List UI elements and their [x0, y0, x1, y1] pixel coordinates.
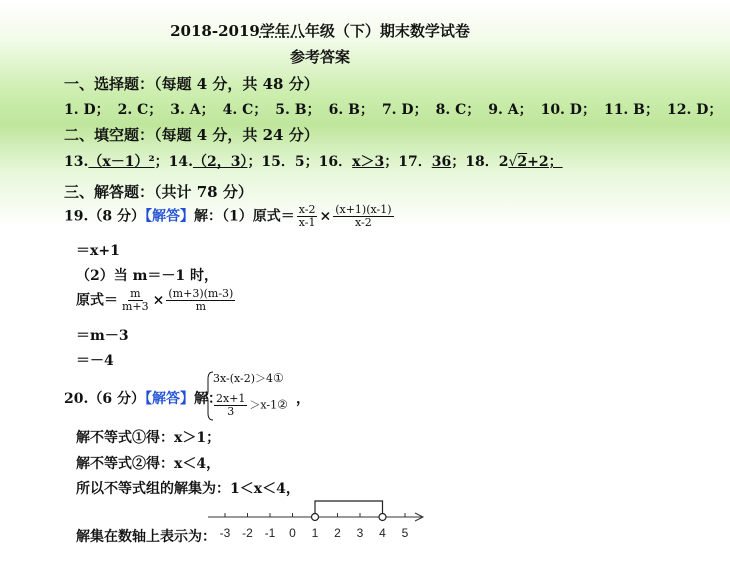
- document-title: 2018-2019学年八年级（下）期末数学试卷: [170, 22, 470, 40]
- section-1-header: 一、选择题：（每题 4 分，共 48 分）: [64, 75, 319, 93]
- q19-step3: 原式＝ $\frac{m}{m+3}$ × $\frac{(m+3)(m-3)}{m}$: [76, 287, 234, 313]
- choice-answer: 2. C；: [117, 102, 163, 118]
- q19-fraction-4: $\frac{(m+3)(m-3)}{m}$: [168, 287, 234, 313]
- choice-answer: 5. B；: [275, 102, 321, 118]
- fill-answers-row: 13.（x－1）²；14.（2，3）；15．5；16．x＞3；17．36；18．2√2+2；: [64, 154, 563, 170]
- section-3-header: 三、解答题：（共计 78 分）: [64, 183, 253, 201]
- choice-answers-row: [64, 99, 730, 119]
- q19-fraction-3: $\frac{m}{m+3}$: [122, 287, 149, 313]
- choice-answer: 10. D；: [540, 102, 596, 118]
- q19-line: 19.（8 分）【解答】解：（1）原式＝ $\frac{x-2}{x-1}$ × $\frac{(x+1)(x-1)}{x-2}$: [64, 203, 392, 229]
- solution-bracket: [315, 501, 383, 513]
- choice-answer: 3. A；: [170, 102, 215, 118]
- q20-tag: 【解答】: [144, 391, 194, 407]
- answer-14: （2，3）: [192, 154, 248, 170]
- section-2-header: 二、填空题：（每题 4 分，共 24 分）: [64, 126, 319, 144]
- document-subtitle: 参考答案: [289, 48, 350, 66]
- choice-answer: 9. A；: [488, 102, 533, 118]
- tick-label: -1: [264, 526, 276, 540]
- q20-result-1: 解不等式①得：x＞1；: [76, 430, 221, 446]
- choice-answer: 8. C；: [435, 102, 481, 118]
- tick-label: 3: [356, 526, 364, 540]
- answer-17: 36: [431, 154, 452, 170]
- choice-answer: 7. D；: [381, 102, 428, 118]
- q20-result-3: 所以不等式组的解集为：1＜x＜4，: [76, 481, 300, 497]
- tick-label: 5: [401, 526, 409, 540]
- inequality-2-fraction: $\frac{2x+1}{3}$: [216, 392, 246, 418]
- q19-step4: ＝m－3: [76, 328, 129, 344]
- number-line: [200, 495, 430, 545]
- q20-result-4: 解集在数轴上表示为：: [76, 529, 216, 545]
- choice-answer: 6. B；: [328, 102, 374, 118]
- choice-answer: 1. D；: [64, 102, 110, 118]
- q19-step2: （2）当 m＝－1 时，: [76, 268, 219, 284]
- tick-label: 2: [334, 526, 341, 540]
- q19-step1: ＝x+1: [76, 243, 120, 259]
- tick-label: 1: [311, 526, 319, 540]
- answer-13: （x－1）²: [88, 154, 155, 170]
- q19-fraction-2: $\frac{(x+1)(x-1)}{x-2}$: [335, 203, 392, 229]
- inequality-1: 3x-(x-2)＞4①: [213, 371, 284, 385]
- q19-step5: ＝－4: [76, 353, 114, 369]
- choice-answer: 11. B；: [603, 102, 660, 118]
- q20-comma: ，: [296, 391, 310, 407]
- tick-label: -2: [242, 526, 253, 540]
- q19-fraction-1: $\frac{x-2}{x-1}$: [298, 203, 316, 229]
- tick-label: -3: [219, 526, 231, 540]
- q19-tag: 【解答】: [144, 208, 194, 225]
- q20-result-2: 解不等式②得：x＜4，: [76, 456, 221, 472]
- open-point: [379, 514, 386, 521]
- choice-answer: 12. D；: [667, 102, 723, 118]
- open-point: [312, 514, 319, 521]
- q20-line: 20.（6 分）【解答】解：: [64, 391, 222, 407]
- answer-18: √2+2；: [508, 154, 563, 170]
- tick-label: 0: [289, 526, 296, 540]
- tick-label: 4: [379, 526, 386, 540]
- choice-answer: 4. C；: [222, 102, 268, 118]
- inequality-2: $\frac{2x+1}{3}$ ＞x-1②: [216, 392, 288, 418]
- answer-16: x＞3: [352, 154, 385, 170]
